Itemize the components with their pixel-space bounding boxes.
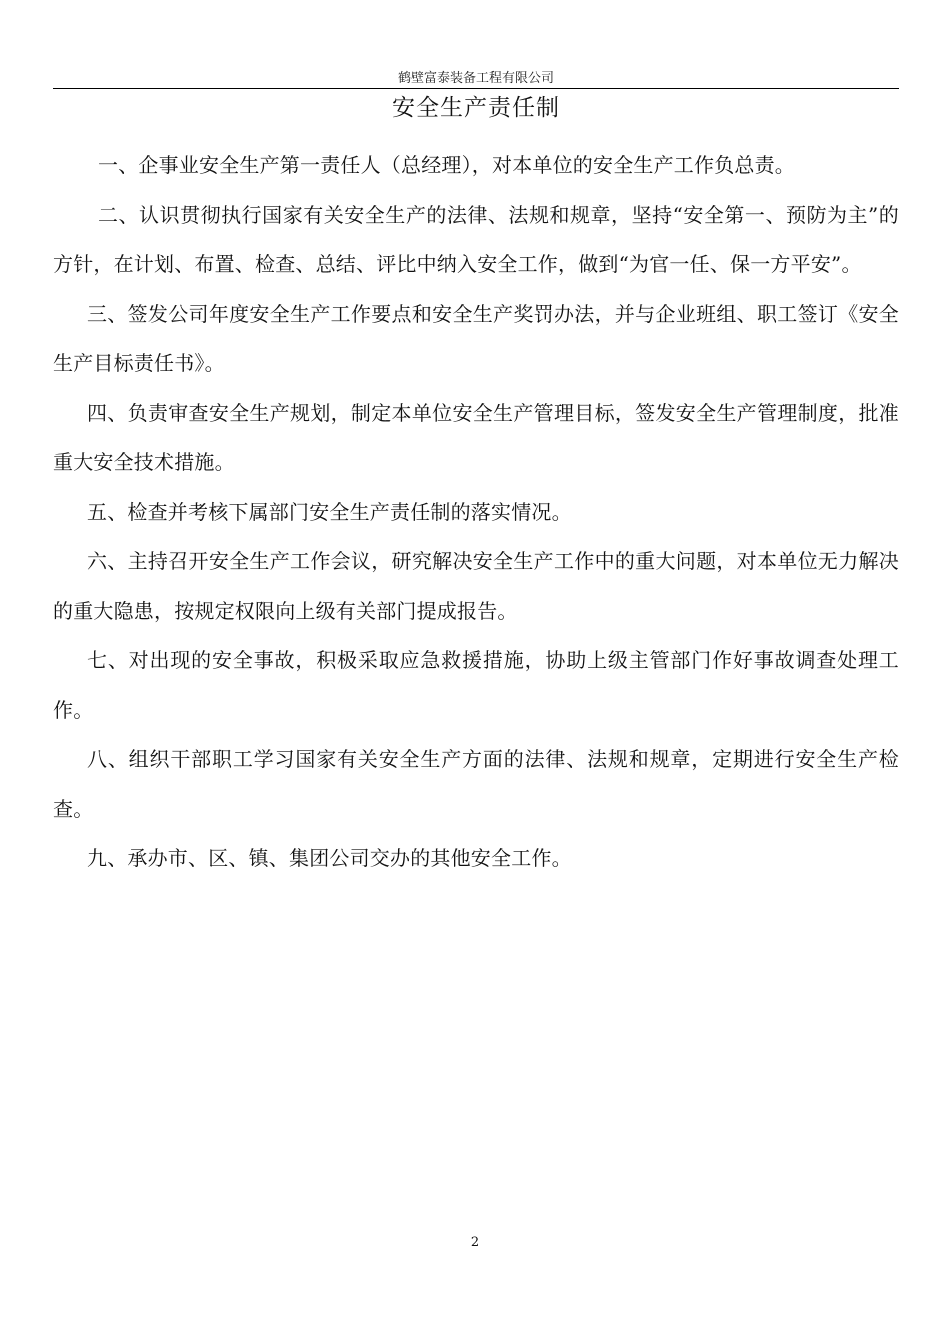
- paragraph-4: 四、负责审查安全生产规划，制定本单位安全生产管理目标，签发安全生产管理制度，批准重大安全技术措施。: [53, 400, 899, 474]
- paragraph-8: 八、组织干部职工学习国家有关安全生产方面的法律、法规和规章，定期进行安全生产检查。: [53, 747, 899, 821]
- paragraph-5: 五、检查并考核下属部门安全生产责任制的落实情况。: [87, 499, 572, 524]
- paragraph-1: 一、企事业安全生产第一责任人（总经理），对本单位的安全生产工作负总责。: [98, 153, 795, 177]
- header-divider: [53, 88, 899, 89]
- page-number: 2: [470, 1235, 480, 1250]
- paragraph-3: 三、签发公司年度安全生产工作要点和安全生产奖罚办法，并与企业班组、职工签订《安全生产目标责任书》。: [53, 301, 899, 375]
- paragraph-7: 七、对出现的安全事故，积极采取应急救援措施，协助上级主管部门作好事故调查处理工作。: [53, 648, 899, 722]
- document-body: [53, 141, 899, 884]
- document-title: 安全生产责任制: [392, 95, 560, 121]
- paragraph-2: 二、认识贯彻执行国家有关安全生产的法律、法规和规章，坚持“安全第一、预防为主”的方针，在计划、布置、检查、总结、评比中纳入安全工作，做到“为官一任、保一方平安”。: [53, 202, 899, 276]
- paragraph-6: 六、主持召开安全生产工作会议，研究解决安全生产工作中的重大问题，对本单位无力解决的重大隐患，按规定权限向上级有关部门提成报告。: [53, 549, 899, 623]
- paragraph-9: 九、承办市、区、镇、集团公司交办的其他安全工作。: [87, 846, 572, 870]
- running-header: 鹤壁富泰装备工程有限公司: [397, 71, 554, 86]
